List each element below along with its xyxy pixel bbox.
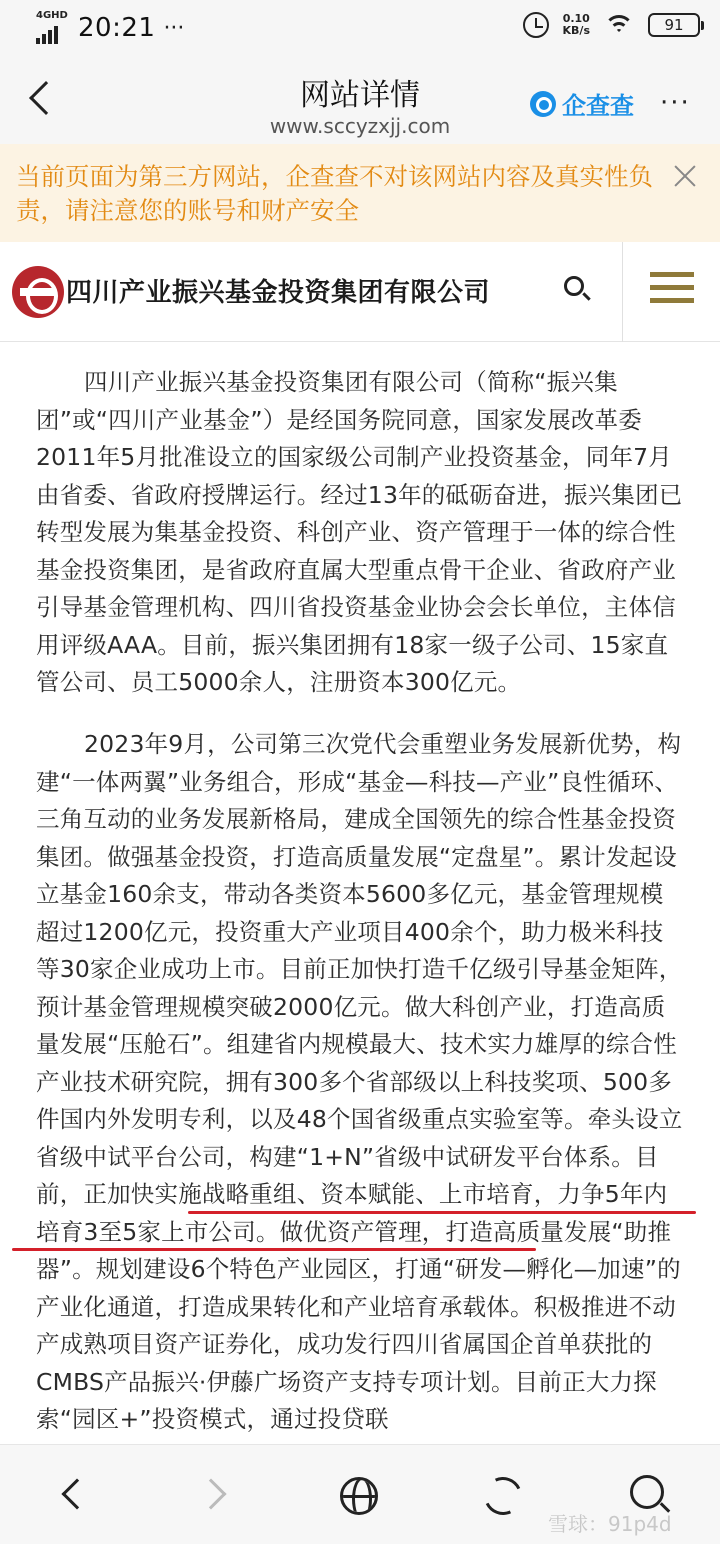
close-icon[interactable]	[672, 162, 698, 188]
status-dots: ···	[163, 15, 185, 41]
highlight-underline-1	[188, 1211, 696, 1214]
brand-name: 企查查	[562, 92, 634, 120]
back-icon[interactable]	[61, 1478, 92, 1509]
speed-value: 0.10	[562, 12, 590, 25]
header-divider	[622, 242, 623, 342]
status-time: 20:21	[78, 13, 156, 43]
network-speed	[563, 13, 590, 37]
status-bar	[0, 0, 720, 56]
article-content	[0, 342, 720, 1444]
status-left	[36, 10, 184, 46]
brand-logo-icon	[530, 91, 556, 117]
search-icon[interactable]	[564, 276, 584, 296]
alarm-icon	[523, 12, 549, 38]
paragraph-2: 2023年9月，公司第三次党代会重塑业务发展新优势，构建“一体两翼”业务组合，形成“基金—科技—产业”良性循环、三角互动的业务发展新格局，建成全国领先的综合性基金投资集团。做强基金投资，打造高质量发展“定盘星”。累计发起设立基金160余支，带动各类资本5600多亿元，基金管理规模超过1200亿元，投资重大产业项目400余个，助力极米科技等30家企业成功上市。目前正加快打造千亿级引导基金矩阵，预计基金管理规模突破2000亿元。做大科创产业，打造高质量发展“压舱石”。组建省内规模最大、技术实力雄厚的综合性产业技术研究院，拥有300多个省部级以上科技奖项、500多件国内外发明专利，以及48个国省级重点实验室等。牵头设立省级中试平台公司，构建“1+N”省级中试研发平台体系。目前，正加快实施战略重组、资本赋能、上市培育，力争5年内培育3至5家上市公司。做优资产管理，打造高质量发展“助推器”。规划建设6个特色产业园区，打通“研发—孵化—加速”的产业化通道，打造成果转化和产业培育承载体。积极推进不动产成熟项目资产证券化，成功发行四川省属国企首单获批的CMBS产品振兴·伊藤广场资产支持专项计划。目前正大力探索“园区+”投资模式，通过投贷联	[36, 730, 683, 1433]
nav-header	[0, 56, 720, 144]
search-icon[interactable]	[630, 1475, 664, 1509]
wifi-icon	[604, 13, 634, 37]
refresh-icon[interactable]	[479, 1472, 528, 1521]
speed-unit: KB/s	[562, 24, 590, 37]
warning-banner	[0, 144, 720, 242]
signal-icon	[36, 10, 70, 46]
site-logo-icon[interactable]	[12, 266, 64, 318]
page-title: 网站详情	[300, 78, 420, 113]
paragraph-1: 四川产业振兴基金投资集团有限公司（简称“振兴集团”或“四川产业基金”）是经国务院同意，国家发展改革委2011年5月批准设立的国家级公司制产业投资基金，同年7月由省委、省政府授牌运行。经过13年的砥砺奋进，振兴集团已转型发展为集基金投资、科创产业、资产管理于一体的综合性基金投资集团，是省政府直属大型重点骨干企业、省政府产业引导基金管理机构、四川省投资基金业协会会长单位，主体信用评级AAA。目前，振兴集团拥有18家一级子公司、15家直管公司、员工5000余人，注册资本300亿元。	[36, 368, 683, 696]
network-type: 4GHD	[36, 10, 68, 21]
menu-icon[interactable]	[650, 272, 694, 311]
site-name[interactable]: 四川产业振兴基金投资集团有限公司	[66, 278, 491, 308]
highlight-underline-2	[12, 1248, 536, 1251]
more-icon[interactable]: ···	[660, 88, 691, 118]
globe-icon[interactable]	[340, 1477, 378, 1515]
warning-text: 当前页面为第三方网站，企查查不对该网站内容及真实性负责，请注意您的账号和财产安全	[16, 162, 653, 225]
page-url: www.sccyzxjj.com	[269, 114, 451, 138]
brand-badge[interactable]	[530, 86, 634, 121]
forward-icon[interactable]	[195, 1478, 226, 1509]
site-header	[0, 242, 720, 342]
battery-indicator: 91	[648, 13, 700, 37]
status-right	[523, 12, 700, 38]
watermark: 雪球：91p4d	[548, 1512, 672, 1536]
